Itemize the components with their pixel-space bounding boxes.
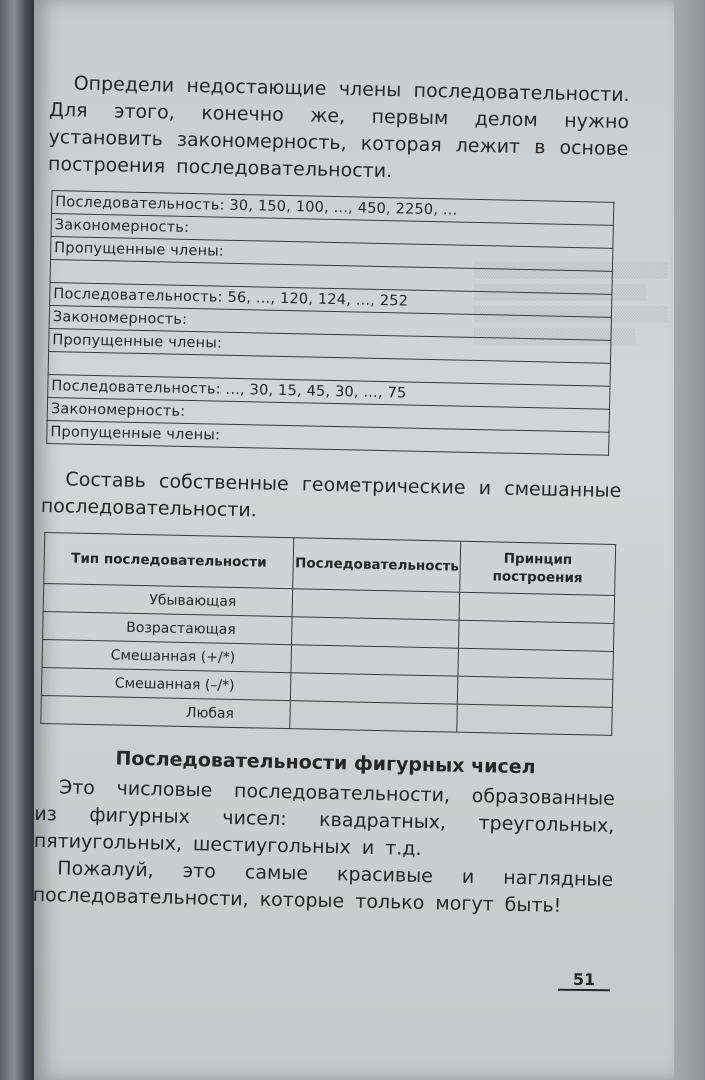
type-cell: Смешанная (–/*) xyxy=(41,667,291,700)
type-cell: Убывающая xyxy=(43,583,293,616)
pattern-2-cell[interactable]: Закономерность: xyxy=(49,306,611,341)
page-edge xyxy=(674,0,705,1080)
type-cell: Любая xyxy=(41,695,291,728)
page-number: 51 xyxy=(558,970,610,991)
type-cell: Возрастающая xyxy=(43,611,293,644)
intro-paragraph: Определи недостающие члены последовательности. Для этого, конечно же, первым делом нужно установить закономерность, которая лежит в основе построения последовательности. xyxy=(47,72,630,183)
sequence-1-cell[interactable]: Последовательность: 30, 150, 100, ..., 450, 2250, ... xyxy=(51,191,613,226)
missing-1-cell[interactable]: Пропущенные члены: xyxy=(51,237,613,272)
pattern-1-cell[interactable]: Закономерность: xyxy=(51,214,613,249)
header-principle: Принцип построения xyxy=(460,541,616,595)
principle-cell[interactable] xyxy=(459,592,614,623)
principle-cell[interactable] xyxy=(458,676,613,707)
show-through-texture: ▒▒▒▒▒▒▒▒▒▒▒▒▒▒▒▒▒▒ ▒▒▒▒▒▒▒▒▒▒▒▒▒▒▒▒ ▒▒▒▒▒▒▒▒▒▒▒▒▒▒▒▒▒▒ ▒▒▒▒▒▒▒▒▒▒▒▒▒▒▒ xyxy=(474,263,668,345)
missing-2-cell[interactable]: Пропущенные члены: xyxy=(49,329,611,364)
section-heading: Последовательности фигурных чисел xyxy=(115,747,536,779)
sequence-3-cell[interactable]: Последовательность: ..., 30, 15, 45, 30, ..., 75 xyxy=(48,375,610,410)
missing-3-cell[interactable]: Пропущенные члены: xyxy=(47,421,609,456)
sequence-cell[interactable] xyxy=(291,673,458,704)
pattern-3-cell[interactable]: Закономерность: xyxy=(47,398,609,433)
principle-cell[interactable] xyxy=(457,704,612,735)
sequence-cell[interactable] xyxy=(291,645,458,676)
principle-cell[interactable] xyxy=(458,648,613,679)
sequence-cell[interactable] xyxy=(290,701,457,732)
sequence-2-cell[interactable]: Последовательность: 56, ..., 120, 124, ..., 252 xyxy=(50,283,612,318)
task2-paragraph: Составь собственные геометрические и смешанные последовательности. xyxy=(40,468,622,522)
principle-cell[interactable] xyxy=(459,620,614,651)
header-sequence: Последовательность xyxy=(293,538,461,592)
sequence-cell[interactable] xyxy=(292,617,459,648)
page-content xyxy=(32,70,629,921)
section-paragraph-2: Пожалуй, это самые красивые и наглядные последовательности, которые только могут быть! xyxy=(32,857,614,917)
sequence-cell[interactable] xyxy=(292,589,459,620)
type-cell: Смешанная (+/*) xyxy=(42,639,292,672)
header-type: Тип последовательности xyxy=(44,532,294,588)
sequence-table xyxy=(46,190,614,456)
section-paragraph-1: Это числовые последовательности, образованные из фигурных чисел: квадратных, треугольных, пятиугольных, шестиугольных и т.д. xyxy=(33,776,616,860)
types-table xyxy=(40,532,616,736)
